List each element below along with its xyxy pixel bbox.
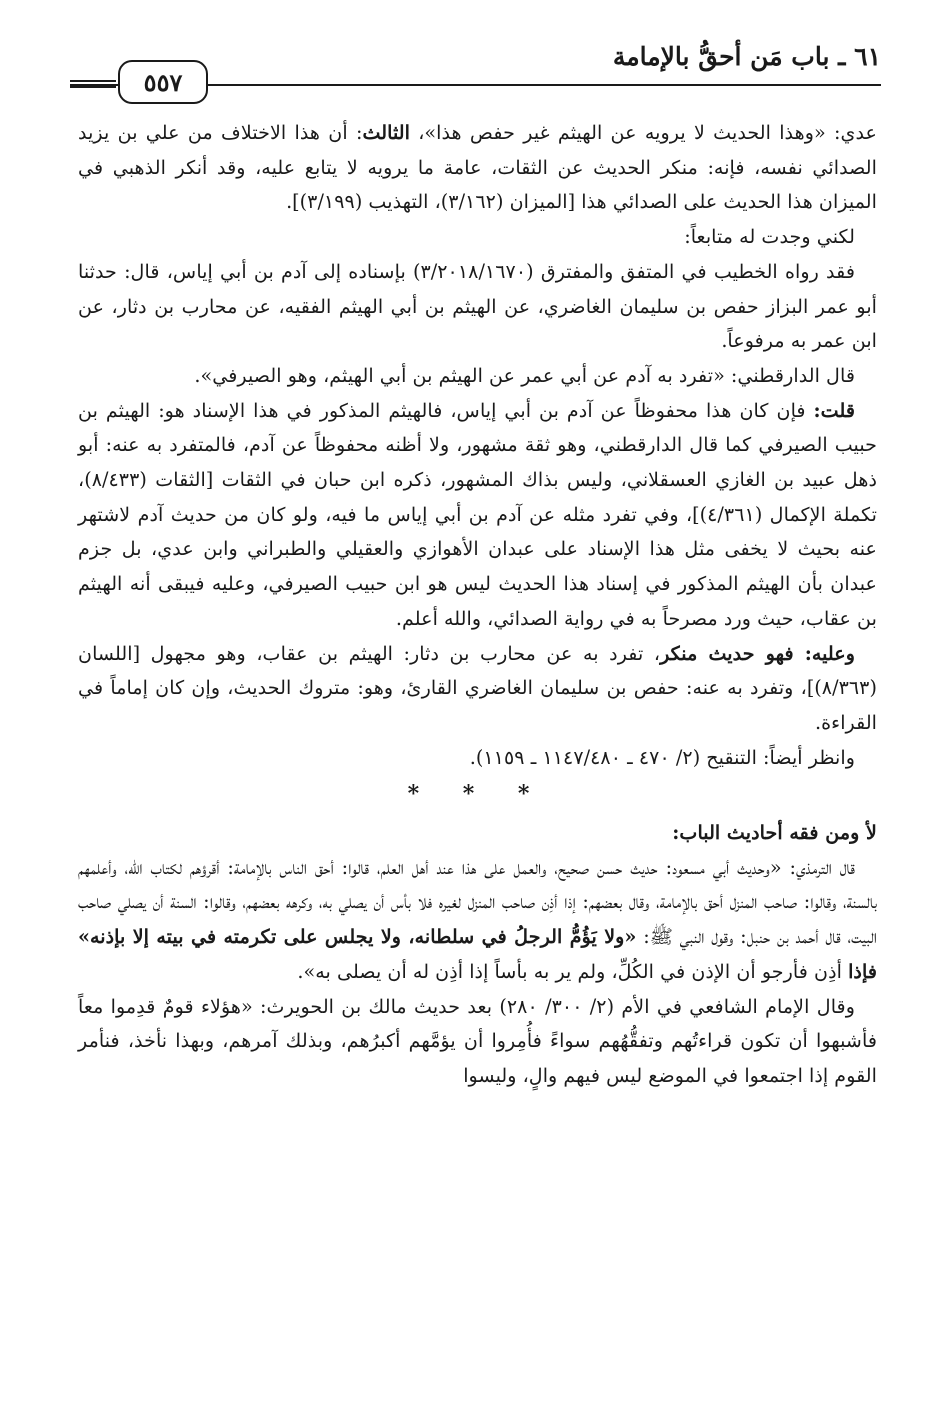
paragraph-1-text-a: عدي: «وهذا الحديث لا يرويه عن الهيثم غير حفص هذا»، bbox=[409, 121, 877, 144]
paragraph-6-text: ، تفرد به عن محارب بن دثار: الهيثم بن عقاب، وهو مجهول [اللسان (٨/٣٦٣)]، وتفرد به عنه: حفص بن سليمان الغاضري القارئ، وهو: متروك الحديث، وإن كان إماماً في القراءة. bbox=[78, 641, 877, 734]
paragraph-9: وقال الإمام الشافعي في الأم (٢/ ٣٠٠/ ٢٨٠) بعد حديث مالك بن الحويرث: «هؤلاء قومٌ قدِموا معاً فأشبهوا أن تكون قراءتُهم وتفقُّهُهم سواءً فأُمِروا أن يؤمَّهم أكبرُهم، وبذلك آمرهم، وبهذا نأخذ، فنأمر القوم إذا اجتمعوا في الموضع ليس فيهم والٍ، وليسوا bbox=[78, 994, 877, 1087]
paragraph-8-text: قال الترمذي: «وحديث أبي مسعود: حديث حسن صحيح، والعمل على هذا عند أهل العلم، قالوا: أحق الناس بالإمامة: أقرؤهم لكتاب الله، وأعلمهم بالسنة، وقالوا: صاحب المنزل أحق بالإمامة، وقال بعضهم: إذا أذِن صاحب المنزل لغيره فلا بأس أن يصلي به، وكرهه بعضهم، وقالوا: السنة أن يصلي صاحب البيت، قال أحمد بن حنبل: وقول النبي ﷺ: bbox=[78, 855, 877, 949]
paragraph-8-bold: «ولا يَؤُمُّ الرجلُ في سلطانه، ولا يجلس على تكرمته في بيته إلا بإذنه» فإذا bbox=[78, 925, 877, 983]
page-body bbox=[78, 116, 877, 1094]
paragraph-1 bbox=[78, 116, 877, 220]
paragraph-6 bbox=[78, 637, 877, 741]
paragraph-8-text-b: أذِن فأرجو أن الإذن في الكُلِّ، ولم ير به بأساً إذا أذِن له أن يصلى به». bbox=[297, 959, 849, 983]
paragraph-4: قال الدارقطني: «تفرد به آدم عن أبي عمر عن الهيثم بن أبي الهيثم، وهو الصيرفي». bbox=[194, 363, 855, 387]
paragraph-6-bold-2: فهو حديث منكر bbox=[660, 641, 805, 665]
paragraph-8 bbox=[78, 851, 877, 990]
paragraph-1-text-b: : أن هذا الاختلاف من علي بن يزيد الصدائي نفسه، فإنه: منكر الحديث عن الثقات، عامة ما يرويه لا يتابع عليه، وقد أنكر الذهبي في الميزان هذا الحديث على الصدائي هذا [الميزان (٣/١٦٢)، التهذيب (٣/١٩٩)]. bbox=[78, 121, 877, 214]
paragraph-2: لكني وجدت له متابعاً: bbox=[684, 225, 855, 249]
paragraph-6-bold-1: وعليه: bbox=[804, 641, 855, 665]
paragraph-5 bbox=[78, 394, 877, 637]
paragraph-7: وانظر أيضاً: التنقيح (٢/ ٤٧٠ ـ ١١٤٧/٤٨٠ ـ ١١٥٩). bbox=[469, 745, 855, 769]
header-rule-left-1 bbox=[70, 80, 116, 82]
running-head: ٦١ ـ باب مَن أحقُّ بالإمامة bbox=[612, 42, 881, 71]
paragraph-5-bold: قلت: bbox=[813, 398, 855, 422]
page-header bbox=[70, 38, 881, 100]
paragraph-1-bold: الثالث bbox=[362, 121, 410, 144]
section-title: ﻷ ومن فقه أحاديث الباب: bbox=[672, 821, 877, 845]
section-divider-stars: * * * bbox=[407, 781, 548, 808]
paragraph-5-text: فإن كان هذا محفوظاً عن آدم بن أبي إياس، فالهيثم المذكور في هذا الإسناد هو: الهيثم بن حبيب الصيرفي كما قال الدارقطني، وهو ثقة مشهور، ولا أظنه محفوظاً عن آدم، فالمتفرد به عنه: أبو ذهل عبيد بن الغازي العسقلاني، وليس بذاك المشهور، ذكره ابن حبان في الثقات [الثقات (٨/٤٣٣)، تكملة الإكمال (٤/٣٦١)]، وفي تفرد مثله عن آدم بن أبي إياس ما فيه، ولو كان من حديث آدم لاشتهر عنه بحيث لا يخفى مثل هذا الإسناد على عبدان الأهوازي والعقيلي والطبراني وابن عدي، بل جزم عبدان بأن الهيثم المذكور في إسناد هذا الحديث ليس هو ابن حبيب الصيرفي، وعليه فيبقى أنه الهيثم بن عقاب، حيث ورد مصرحاً به في رواية الصدائي، والله أعلم. bbox=[78, 398, 877, 630]
page-number: ٥٥٧ bbox=[118, 60, 208, 104]
header-rule-left-2 bbox=[70, 86, 116, 88]
paragraph-3: فقد رواه الخطيب في المتفق والمفترق (٣/٢٠١٨/١٦٧٠) بإسناده إلى آدم بن أبي إياس، قال: حدثنا أبو عمر البزاز حفص بن سليمان الغاضري، عن الهيثم بن أبي الهيثم الفقيه، عن محارب بن دثار، عن ابن عمر به مرفوعاً. bbox=[78, 259, 877, 353]
